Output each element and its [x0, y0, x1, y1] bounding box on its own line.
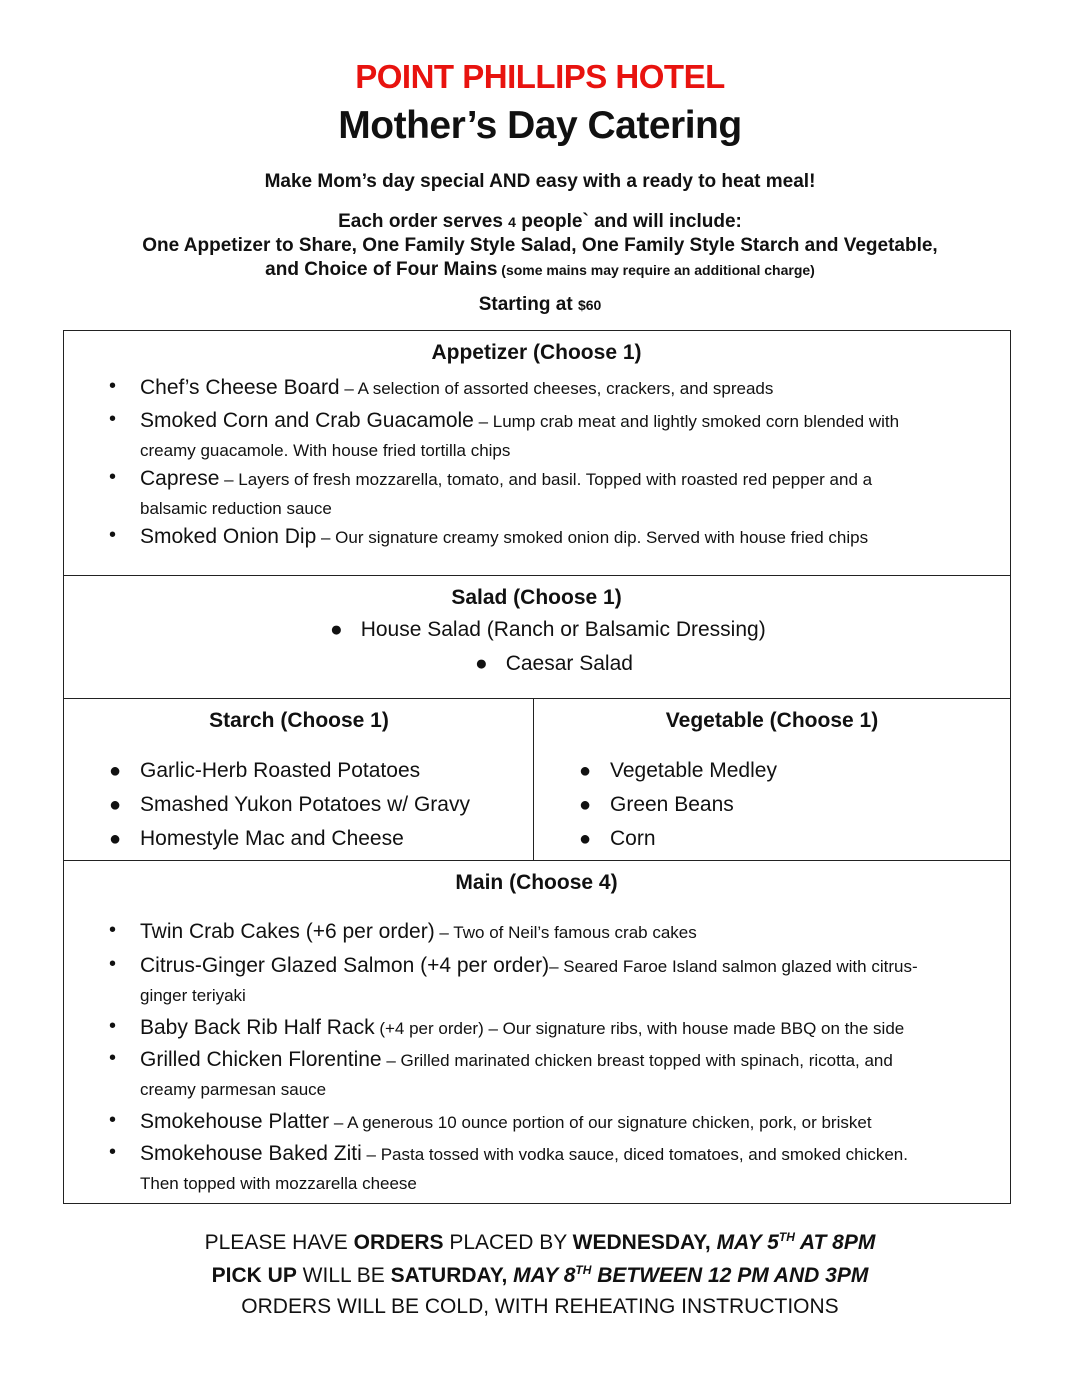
starting-price: Starting at $60 [478, 294, 602, 315]
bullet-icon: ● [109, 828, 122, 850]
intro-line-3: and Choice of Four Mains (some mains may require an additional charge) [265, 259, 815, 280]
item-description: – Lump crab meat and lightly smoked corn blended with [473, 412, 900, 431]
bullet-icon: • [109, 919, 117, 941]
order-deadline: PLEASE HAVE ORDERS PLACED BY WEDNESDAY, MAY 5TH AT 8PM [204, 1230, 876, 1254]
menu-item [64, 464, 1009, 522]
vegetable-heading: Vegetable (Choose 1) [665, 709, 879, 732]
bullet-icon: ● [330, 618, 343, 641]
salad-item: ● Caesar Salad [475, 652, 633, 675]
intro-line-2: One Appetizer to Share, One Family Style Salad, One Family Style Starch and Vegetable, [142, 235, 938, 256]
reheat-note: ORDERS WILL BE COLD, WITH REHEATING INSTRUCTIONS [241, 1295, 839, 1318]
appetizer-heading: Appetizer (Choose 1) [431, 341, 642, 364]
bullet-icon: • [109, 408, 117, 430]
list-item: ● Homestyle Mac and Cheese [64, 825, 534, 859]
main-heading: Main (Choose 4) [455, 871, 618, 894]
bullet-icon: • [109, 466, 117, 488]
item-name: Caprese [140, 467, 220, 490]
main-section [63, 860, 1011, 1204]
item-description: – A generous 10 ounce portion of our signature chicken, pork, or brisket [329, 1113, 872, 1132]
bullet-icon: ● [579, 828, 592, 850]
bullet-icon: • [109, 1109, 117, 1131]
item-name: Smokehouse Baked Ziti [140, 1142, 362, 1165]
item-description: – Pasta tossed with vodka sauce, diced tomatoes, and smoked chicken. [361, 1145, 908, 1164]
item-name: Baby Back Rib Half Rack [140, 1016, 375, 1039]
starch-heading: Starch (Choose 1) [209, 709, 389, 732]
item-description: – Seared Faroe Island salmon glazed with citrus- [549, 957, 918, 976]
salad-section [63, 575, 1011, 699]
menu-item [64, 1139, 1009, 1199]
main-list [64, 917, 1009, 1199]
tagline: Make Mom’s day special AND easy with a ready to heat meal! [264, 171, 816, 192]
menu-item [64, 917, 1009, 951]
item-description: – Grilled marinated chicken breast topped with spinach, ricotta, and [381, 1051, 893, 1070]
bullet-icon: • [109, 524, 117, 546]
item-name: Citrus-Ginger Glazed Salmon (+4 per order) [140, 954, 550, 977]
menu-item [64, 406, 1009, 464]
item-description-continued: creamy parmesan sauce [140, 1080, 327, 1099]
bullet-icon: • [109, 953, 117, 975]
menu-item [64, 1045, 1009, 1107]
bullet-icon: • [109, 1015, 117, 1037]
item-name: Twin Crab Cakes (+6 per order) [140, 920, 435, 943]
hotel-name: POINT PHILLIPS HOTEL [355, 58, 725, 95]
item-description-continued: creamy guacamole. With house fried tortilla chips [140, 441, 511, 460]
item-description-continued: Then topped with mozzarella cheese [140, 1174, 417, 1193]
starch-section [63, 698, 534, 861]
item-name: Smokehouse Platter [140, 1110, 330, 1133]
menu-item [64, 522, 1009, 554]
menu-item [64, 1013, 1009, 1045]
bullet-icon: ● [109, 794, 122, 816]
bullet-icon: ● [109, 760, 122, 782]
menu-item [64, 1107, 1009, 1139]
vegetable-list [534, 757, 1010, 859]
item-name: Grilled Chicken Florentine [140, 1048, 382, 1071]
vegetable-section [533, 698, 1011, 861]
item-description: (+4 per order) – Our signature ribs, with house made BBQ on the side [374, 1019, 905, 1038]
item-description-continued: ginger teriyaki [140, 986, 246, 1005]
list-item: ● Smashed Yukon Potatoes w/ Gravy [64, 791, 534, 825]
list-item: ● Corn [534, 825, 1010, 859]
bullet-icon: ● [579, 760, 592, 782]
appetizer-list [64, 373, 1009, 554]
item-description: – Our signature creamy smoked onion dip. Served with house fried chips [316, 528, 869, 547]
item-name: Smoked Onion Dip [140, 525, 317, 548]
salad-item: ● House Salad (Ranch or Balsamic Dressing) [330, 618, 766, 641]
bullet-icon: ● [579, 794, 592, 816]
item-description: – Two of Neil’s famous crab cakes [434, 923, 697, 942]
item-description-continued: balsamic reduction sauce [140, 499, 332, 518]
bullet-icon: • [109, 1141, 117, 1163]
appetizer-section [63, 330, 1011, 576]
bullet-icon: • [109, 1047, 117, 1069]
bullet-icon: ● [475, 652, 488, 675]
item-description: – A selection of assorted cheeses, crackers, and spreads [339, 379, 774, 398]
page-title: Mother’s Day Catering [338, 104, 742, 147]
salad-heading: Salad (Choose 1) [451, 586, 622, 609]
intro [0, 210, 1080, 282]
item-name: Chef’s Cheese Board [140, 376, 340, 399]
starch-list [64, 757, 534, 859]
list-item: ● Green Beans [534, 791, 1010, 825]
menu-item [64, 373, 1009, 406]
item-name: Smoked Corn and Crab Guacamole [140, 409, 474, 432]
menu-item [64, 951, 1009, 1013]
bullet-icon: • [109, 375, 117, 397]
list-item: ● Garlic-Herb Roasted Potatoes [64, 757, 534, 791]
item-description: – Layers of fresh mozzarella, tomato, and basil. Topped with roasted red pepper and a [219, 470, 873, 489]
pickup-time: PICK UP WILL BE SATURDAY, MAY 8TH BETWEEN 12 PM AND 3PM [211, 1263, 869, 1287]
list-item: ● Vegetable Medley [534, 757, 1010, 791]
intro-line-1: Each order serves 4 people` and will include: [338, 211, 742, 232]
